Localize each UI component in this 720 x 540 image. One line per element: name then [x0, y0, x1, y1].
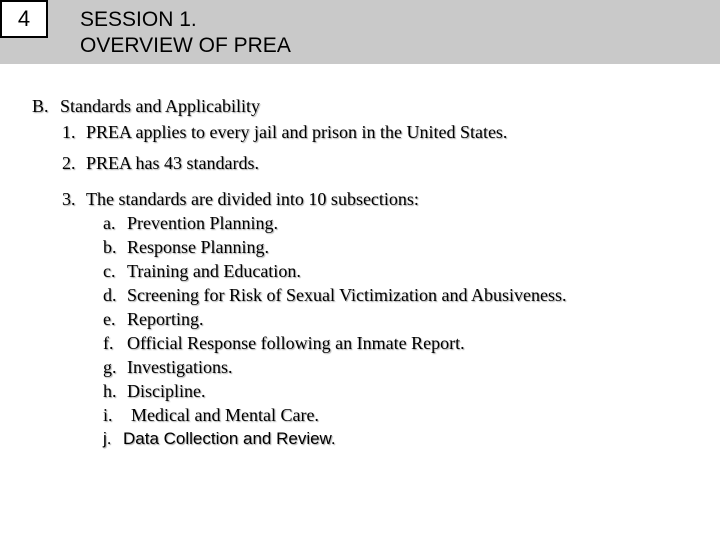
item-marker: 3.	[62, 189, 76, 209]
subitem-text: Official Response following an Inmate Report.	[127, 333, 465, 353]
item-text: PREA applies to every jail and prison in the United States.	[86, 122, 508, 142]
subitem-text: Screening for Risk of Sexual Victimization and Abusiveness.	[127, 285, 567, 305]
list-item	[62, 121, 507, 143]
subitem-marker: f.	[103, 333, 114, 353]
item-marker: 1.	[62, 122, 76, 142]
subitem-marker: i.	[103, 405, 113, 425]
subitem-marker: j.	[103, 429, 112, 448]
sub-list-item	[103, 380, 206, 402]
slide-title	[80, 7, 291, 59]
item-marker: 2.	[62, 153, 76, 173]
item-text: PREA has 43 standards.	[86, 153, 259, 173]
subitem-text: Prevention Planning.	[127, 213, 278, 233]
subitem-marker: b.	[103, 237, 117, 257]
item-text: The standards are divided into 10 subsections:	[86, 189, 419, 209]
slide-header	[0, 0, 720, 64]
sub-list-item	[103, 212, 278, 234]
subitem-text: Data Collection and Review.	[123, 429, 336, 448]
slide-number: 4	[0, 0, 48, 38]
subitem-text: Reporting.	[127, 309, 204, 329]
subitem-text: Medical and Mental Care.	[131, 405, 319, 425]
sub-list-item	[103, 404, 319, 426]
list-item	[62, 152, 259, 174]
subitem-marker: e.	[103, 309, 116, 329]
section-marker: B.	[32, 96, 49, 116]
title-line-1: SESSION 1.	[80, 8, 197, 31]
sub-list-item	[103, 236, 269, 258]
title-line-2: OVERVIEW OF PREA	[80, 34, 291, 57]
list-item	[62, 188, 419, 210]
subitem-text: Response Planning.	[127, 237, 269, 257]
section-heading-text: Standards and Applicability	[60, 96, 260, 116]
subitem-marker: d.	[103, 285, 117, 305]
subitem-text: Investigations.	[127, 357, 233, 377]
section-heading	[32, 95, 260, 117]
sub-list-item	[103, 332, 465, 354]
subitem-marker: g.	[103, 357, 117, 377]
subitem-text: Training and Education.	[127, 261, 301, 281]
sub-list-item	[103, 260, 301, 282]
subitem-marker: c.	[103, 261, 116, 281]
subitem-text: Discipline.	[127, 381, 206, 401]
sub-list-item	[103, 356, 233, 378]
sub-list-item	[103, 284, 567, 306]
subitem-marker: h.	[103, 381, 117, 401]
sub-list-item	[103, 428, 336, 450]
sub-list-item	[103, 308, 204, 330]
subitem-marker: a.	[103, 213, 116, 233]
